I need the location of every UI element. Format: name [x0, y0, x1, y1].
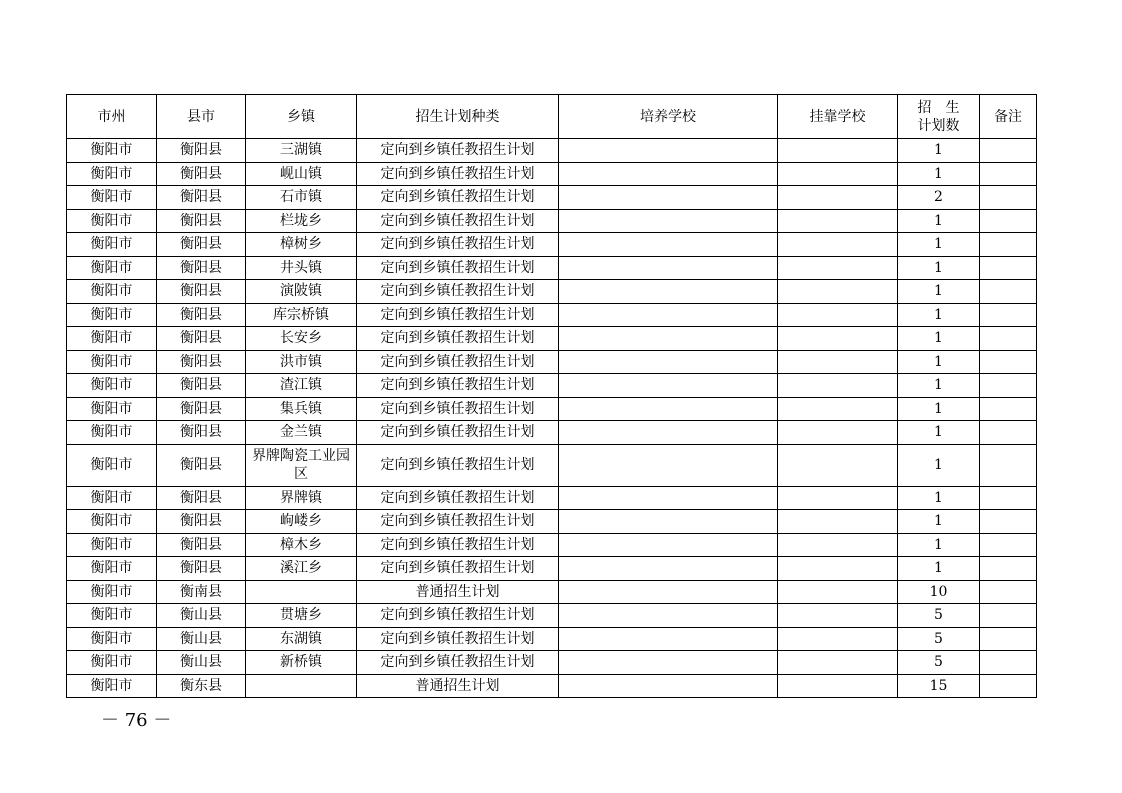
- cell-affiliated-school: [778, 557, 898, 581]
- cell-training-school: [559, 397, 778, 421]
- cell-affiliated-school: [778, 350, 898, 374]
- cell-remarks: [980, 444, 1037, 486]
- cell-affiliated-school: [778, 674, 898, 698]
- cell-town: 集兵镇: [246, 397, 357, 421]
- cell-quota: 1: [898, 486, 980, 510]
- cell-county: 衡阳县: [157, 510, 246, 534]
- cell-affiliated-school: [778, 233, 898, 257]
- cell-training-school: [559, 186, 778, 210]
- cell-county: 衡阳县: [157, 444, 246, 486]
- cell-town: 溪江乡: [246, 557, 357, 581]
- table-row: [67, 557, 1037, 581]
- cell-plan-type: 定向到乡镇任教招生计划: [357, 233, 559, 257]
- cell-plan-type: 定向到乡镇任教招生计划: [357, 651, 559, 675]
- cell-quota: 1: [898, 350, 980, 374]
- cell-county: 衡山县: [157, 627, 246, 651]
- cell-county: 衡阳县: [157, 374, 246, 398]
- cell-quota: 2: [898, 186, 980, 210]
- cell-affiliated-school: [778, 580, 898, 604]
- cell-training-school: [559, 421, 778, 445]
- cell-remarks: [980, 374, 1037, 398]
- cell-city: 衡阳市: [67, 233, 157, 257]
- header-town: 乡镇: [246, 95, 357, 139]
- table-row: [67, 651, 1037, 675]
- cell-remarks: [980, 397, 1037, 421]
- cell-remarks: [980, 303, 1037, 327]
- cell-training-school: [559, 580, 778, 604]
- cell-quota: 5: [898, 604, 980, 628]
- cell-plan-type: 定向到乡镇任教招生计划: [357, 444, 559, 486]
- cell-city: 衡阳市: [67, 674, 157, 698]
- cell-plan-type: 普通招生计划: [357, 580, 559, 604]
- cell-county: 衡南县: [157, 580, 246, 604]
- cell-plan-type: 定向到乡镇任教招生计划: [357, 374, 559, 398]
- cell-town: 井头镇: [246, 256, 357, 280]
- enrollment-plan-table: [66, 94, 1037, 698]
- table-row: [67, 397, 1037, 421]
- cell-town: 新桥镇: [246, 651, 357, 675]
- cell-training-school: [559, 350, 778, 374]
- cell-city: 衡阳市: [67, 397, 157, 421]
- table-row: [67, 510, 1037, 534]
- cell-affiliated-school: [778, 327, 898, 351]
- cell-city: 衡阳市: [67, 486, 157, 510]
- cell-remarks: [980, 209, 1037, 233]
- cell-quota: 1: [898, 510, 980, 534]
- cell-city: 衡阳市: [67, 557, 157, 581]
- cell-training-school: [559, 327, 778, 351]
- cell-remarks: [980, 674, 1037, 698]
- cell-remarks: [980, 580, 1037, 604]
- cell-remarks: [980, 280, 1037, 304]
- cell-county: 衡山县: [157, 651, 246, 675]
- cell-quota: 1: [898, 533, 980, 557]
- cell-plan-type: 定向到乡镇任教招生计划: [357, 397, 559, 421]
- cell-affiliated-school: [778, 510, 898, 534]
- cell-quota: 1: [898, 303, 980, 327]
- table-row: [67, 303, 1037, 327]
- cell-training-school: [559, 303, 778, 327]
- cell-training-school: [559, 162, 778, 186]
- cell-plan-type: 定向到乡镇任教招生计划: [357, 303, 559, 327]
- cell-remarks: [980, 233, 1037, 257]
- table-row: [67, 533, 1037, 557]
- cell-town: 渣江镇: [246, 374, 357, 398]
- table-row: [67, 627, 1037, 651]
- cell-quota: 1: [898, 421, 980, 445]
- cell-affiliated-school: [778, 374, 898, 398]
- table-row: [67, 280, 1037, 304]
- cell-city: 衡阳市: [67, 209, 157, 233]
- cell-training-school: [559, 510, 778, 534]
- cell-remarks: [980, 510, 1037, 534]
- cell-county: 衡阳县: [157, 303, 246, 327]
- cell-plan-type: 定向到乡镇任教招生计划: [357, 162, 559, 186]
- cell-remarks: [980, 486, 1037, 510]
- cell-town: 樟树乡: [246, 233, 357, 257]
- cell-affiliated-school: [778, 604, 898, 628]
- cell-training-school: [559, 209, 778, 233]
- cell-plan-type: 定向到乡镇任教招生计划: [357, 421, 559, 445]
- cell-county: 衡阳县: [157, 327, 246, 351]
- cell-quota: 5: [898, 651, 980, 675]
- cell-plan-type: 定向到乡镇任教招生计划: [357, 533, 559, 557]
- cell-quota: 5: [898, 627, 980, 651]
- cell-training-school: [559, 557, 778, 581]
- table-row: [67, 421, 1037, 445]
- cell-affiliated-school: [778, 209, 898, 233]
- cell-plan-type: 定向到乡镇任教招生计划: [357, 557, 559, 581]
- cell-remarks: [980, 139, 1037, 163]
- cell-county: 衡东县: [157, 674, 246, 698]
- cell-city: 衡阳市: [67, 186, 157, 210]
- header-remarks: 备注: [980, 95, 1037, 139]
- cell-plan-type: 定向到乡镇任教招生计划: [357, 604, 559, 628]
- cell-city: 衡阳市: [67, 533, 157, 557]
- cell-town: 长安乡: [246, 327, 357, 351]
- cell-training-school: [559, 627, 778, 651]
- cell-city: 衡阳市: [67, 327, 157, 351]
- header-plan-type: 招生计划种类: [357, 95, 559, 139]
- cell-training-school: [559, 604, 778, 628]
- cell-quota: 1: [898, 256, 980, 280]
- cell-town: 洪市镇: [246, 350, 357, 374]
- cell-town: 樟木乡: [246, 533, 357, 557]
- cell-town: [246, 580, 357, 604]
- cell-affiliated-school: [778, 533, 898, 557]
- cell-training-school: [559, 533, 778, 557]
- cell-affiliated-school: [778, 421, 898, 445]
- cell-training-school: [559, 256, 778, 280]
- cell-affiliated-school: [778, 256, 898, 280]
- header-training-school: 培养学校: [559, 95, 778, 139]
- cell-county: 衡阳县: [157, 233, 246, 257]
- table-row: [67, 486, 1037, 510]
- cell-training-school: [559, 651, 778, 675]
- cell-quota: 1: [898, 374, 980, 398]
- header-quota-line2: 计划数: [917, 117, 960, 134]
- cell-city: 衡阳市: [67, 421, 157, 445]
- cell-town: 栏垅乡: [246, 209, 357, 233]
- table-row: [67, 350, 1037, 374]
- cell-town: 三湖镇: [246, 139, 357, 163]
- cell-training-school: [559, 444, 778, 486]
- table-row: [67, 139, 1037, 163]
- cell-affiliated-school: [778, 651, 898, 675]
- cell-plan-type: 定向到乡镇任教招生计划: [357, 280, 559, 304]
- cell-city: 衡阳市: [67, 444, 157, 486]
- cell-remarks: [980, 186, 1037, 210]
- cell-remarks: [980, 327, 1037, 351]
- cell-county: 衡阳县: [157, 256, 246, 280]
- cell-county: 衡阳县: [157, 209, 246, 233]
- cell-town: 界牌陶瓷工业园区: [246, 444, 357, 486]
- cell-training-school: [559, 280, 778, 304]
- table-row: [67, 444, 1037, 486]
- cell-remarks: [980, 256, 1037, 280]
- cell-affiliated-school: [778, 486, 898, 510]
- cell-affiliated-school: [778, 186, 898, 210]
- cell-remarks: [980, 162, 1037, 186]
- cell-city: 衡阳市: [67, 604, 157, 628]
- header-city: 市州: [67, 95, 157, 139]
- cell-city: 衡阳市: [67, 162, 157, 186]
- cell-county: 衡阳县: [157, 421, 246, 445]
- cell-county: 衡阳县: [157, 186, 246, 210]
- cell-plan-type: 定向到乡镇任教招生计划: [357, 256, 559, 280]
- table-body: [67, 139, 1037, 698]
- cell-remarks: [980, 350, 1037, 374]
- cell-city: 衡阳市: [67, 627, 157, 651]
- cell-affiliated-school: [778, 139, 898, 163]
- cell-town: 界牌镇: [246, 486, 357, 510]
- cell-county: 衡阳县: [157, 533, 246, 557]
- cell-remarks: [980, 557, 1037, 581]
- cell-quota: 1: [898, 397, 980, 421]
- cell-county: 衡阳县: [157, 280, 246, 304]
- cell-affiliated-school: [778, 627, 898, 651]
- cell-county: 衡阳县: [157, 397, 246, 421]
- cell-town: 岘山镇: [246, 162, 357, 186]
- table-row: [67, 580, 1037, 604]
- cell-city: 衡阳市: [67, 139, 157, 163]
- table-row: [67, 233, 1037, 257]
- cell-training-school: [559, 139, 778, 163]
- cell-remarks: [980, 627, 1037, 651]
- cell-plan-type: 定向到乡镇任教招生计划: [357, 186, 559, 210]
- cell-quota: 15: [898, 674, 980, 698]
- cell-town: 石市镇: [246, 186, 357, 210]
- cell-city: 衡阳市: [67, 510, 157, 534]
- cell-city: 衡阳市: [67, 350, 157, 374]
- cell-plan-type: 定向到乡镇任教招生计划: [357, 139, 559, 163]
- cell-affiliated-school: [778, 303, 898, 327]
- cell-town: 贯塘乡: [246, 604, 357, 628]
- cell-remarks: [980, 533, 1037, 557]
- table-row: [67, 374, 1037, 398]
- cell-quota: 1: [898, 557, 980, 581]
- cell-training-school: [559, 674, 778, 698]
- cell-quota: 1: [898, 327, 980, 351]
- cell-plan-type: 定向到乡镇任教招生计划: [357, 510, 559, 534]
- cell-quota: 1: [898, 444, 980, 486]
- cell-affiliated-school: [778, 162, 898, 186]
- cell-town: 东湖镇: [246, 627, 357, 651]
- cell-county: 衡阳县: [157, 139, 246, 163]
- cell-quota: 1: [898, 139, 980, 163]
- cell-quota: 1: [898, 162, 980, 186]
- page-number: － 76 －: [101, 710, 172, 731]
- cell-town: 演陂镇: [246, 280, 357, 304]
- cell-plan-type: 普通招生计划: [357, 674, 559, 698]
- cell-plan-type: 定向到乡镇任教招生计划: [357, 209, 559, 233]
- cell-quota: 1: [898, 280, 980, 304]
- cell-remarks: [980, 651, 1037, 675]
- cell-county: 衡阳县: [157, 162, 246, 186]
- table-row: [67, 604, 1037, 628]
- cell-affiliated-school: [778, 444, 898, 486]
- cell-plan-type: 定向到乡镇任教招生计划: [357, 350, 559, 374]
- cell-town: 岣嵝乡: [246, 510, 357, 534]
- cell-affiliated-school: [778, 280, 898, 304]
- cell-county: 衡阳县: [157, 557, 246, 581]
- table-row: [67, 327, 1037, 351]
- cell-training-school: [559, 233, 778, 257]
- cell-quota: 1: [898, 233, 980, 257]
- cell-city: 衡阳市: [67, 256, 157, 280]
- cell-plan-type: 定向到乡镇任教招生计划: [357, 486, 559, 510]
- table-row: [67, 162, 1037, 186]
- cell-county: 衡山县: [157, 604, 246, 628]
- cell-city: 衡阳市: [67, 303, 157, 327]
- cell-city: 衡阳市: [67, 374, 157, 398]
- table-row: [67, 256, 1037, 280]
- table-row: [67, 186, 1037, 210]
- cell-plan-type: 定向到乡镇任教招生计划: [357, 327, 559, 351]
- cell-plan-type: 定向到乡镇任教招生计划: [357, 627, 559, 651]
- table-header-row: [67, 95, 1037, 139]
- cell-training-school: [559, 374, 778, 398]
- cell-city: 衡阳市: [67, 651, 157, 675]
- header-county: 县市: [157, 95, 246, 139]
- table-row: [67, 209, 1037, 233]
- cell-town: 金兰镇: [246, 421, 357, 445]
- cell-affiliated-school: [778, 397, 898, 421]
- cell-training-school: [559, 486, 778, 510]
- cell-town: [246, 674, 357, 698]
- cell-town: 库宗桥镇: [246, 303, 357, 327]
- table-row: [67, 674, 1037, 698]
- cell-county: 衡阳县: [157, 350, 246, 374]
- cell-city: 衡阳市: [67, 580, 157, 604]
- cell-remarks: [980, 604, 1037, 628]
- header-quota: [898, 95, 980, 139]
- cell-quota: 1: [898, 209, 980, 233]
- cell-city: 衡阳市: [67, 280, 157, 304]
- cell-quota: 10: [898, 580, 980, 604]
- header-affiliated-school: 挂靠学校: [778, 95, 898, 139]
- header-quota-line1: 招 生: [917, 99, 960, 116]
- cell-remarks: [980, 421, 1037, 445]
- cell-county: 衡阳县: [157, 486, 246, 510]
